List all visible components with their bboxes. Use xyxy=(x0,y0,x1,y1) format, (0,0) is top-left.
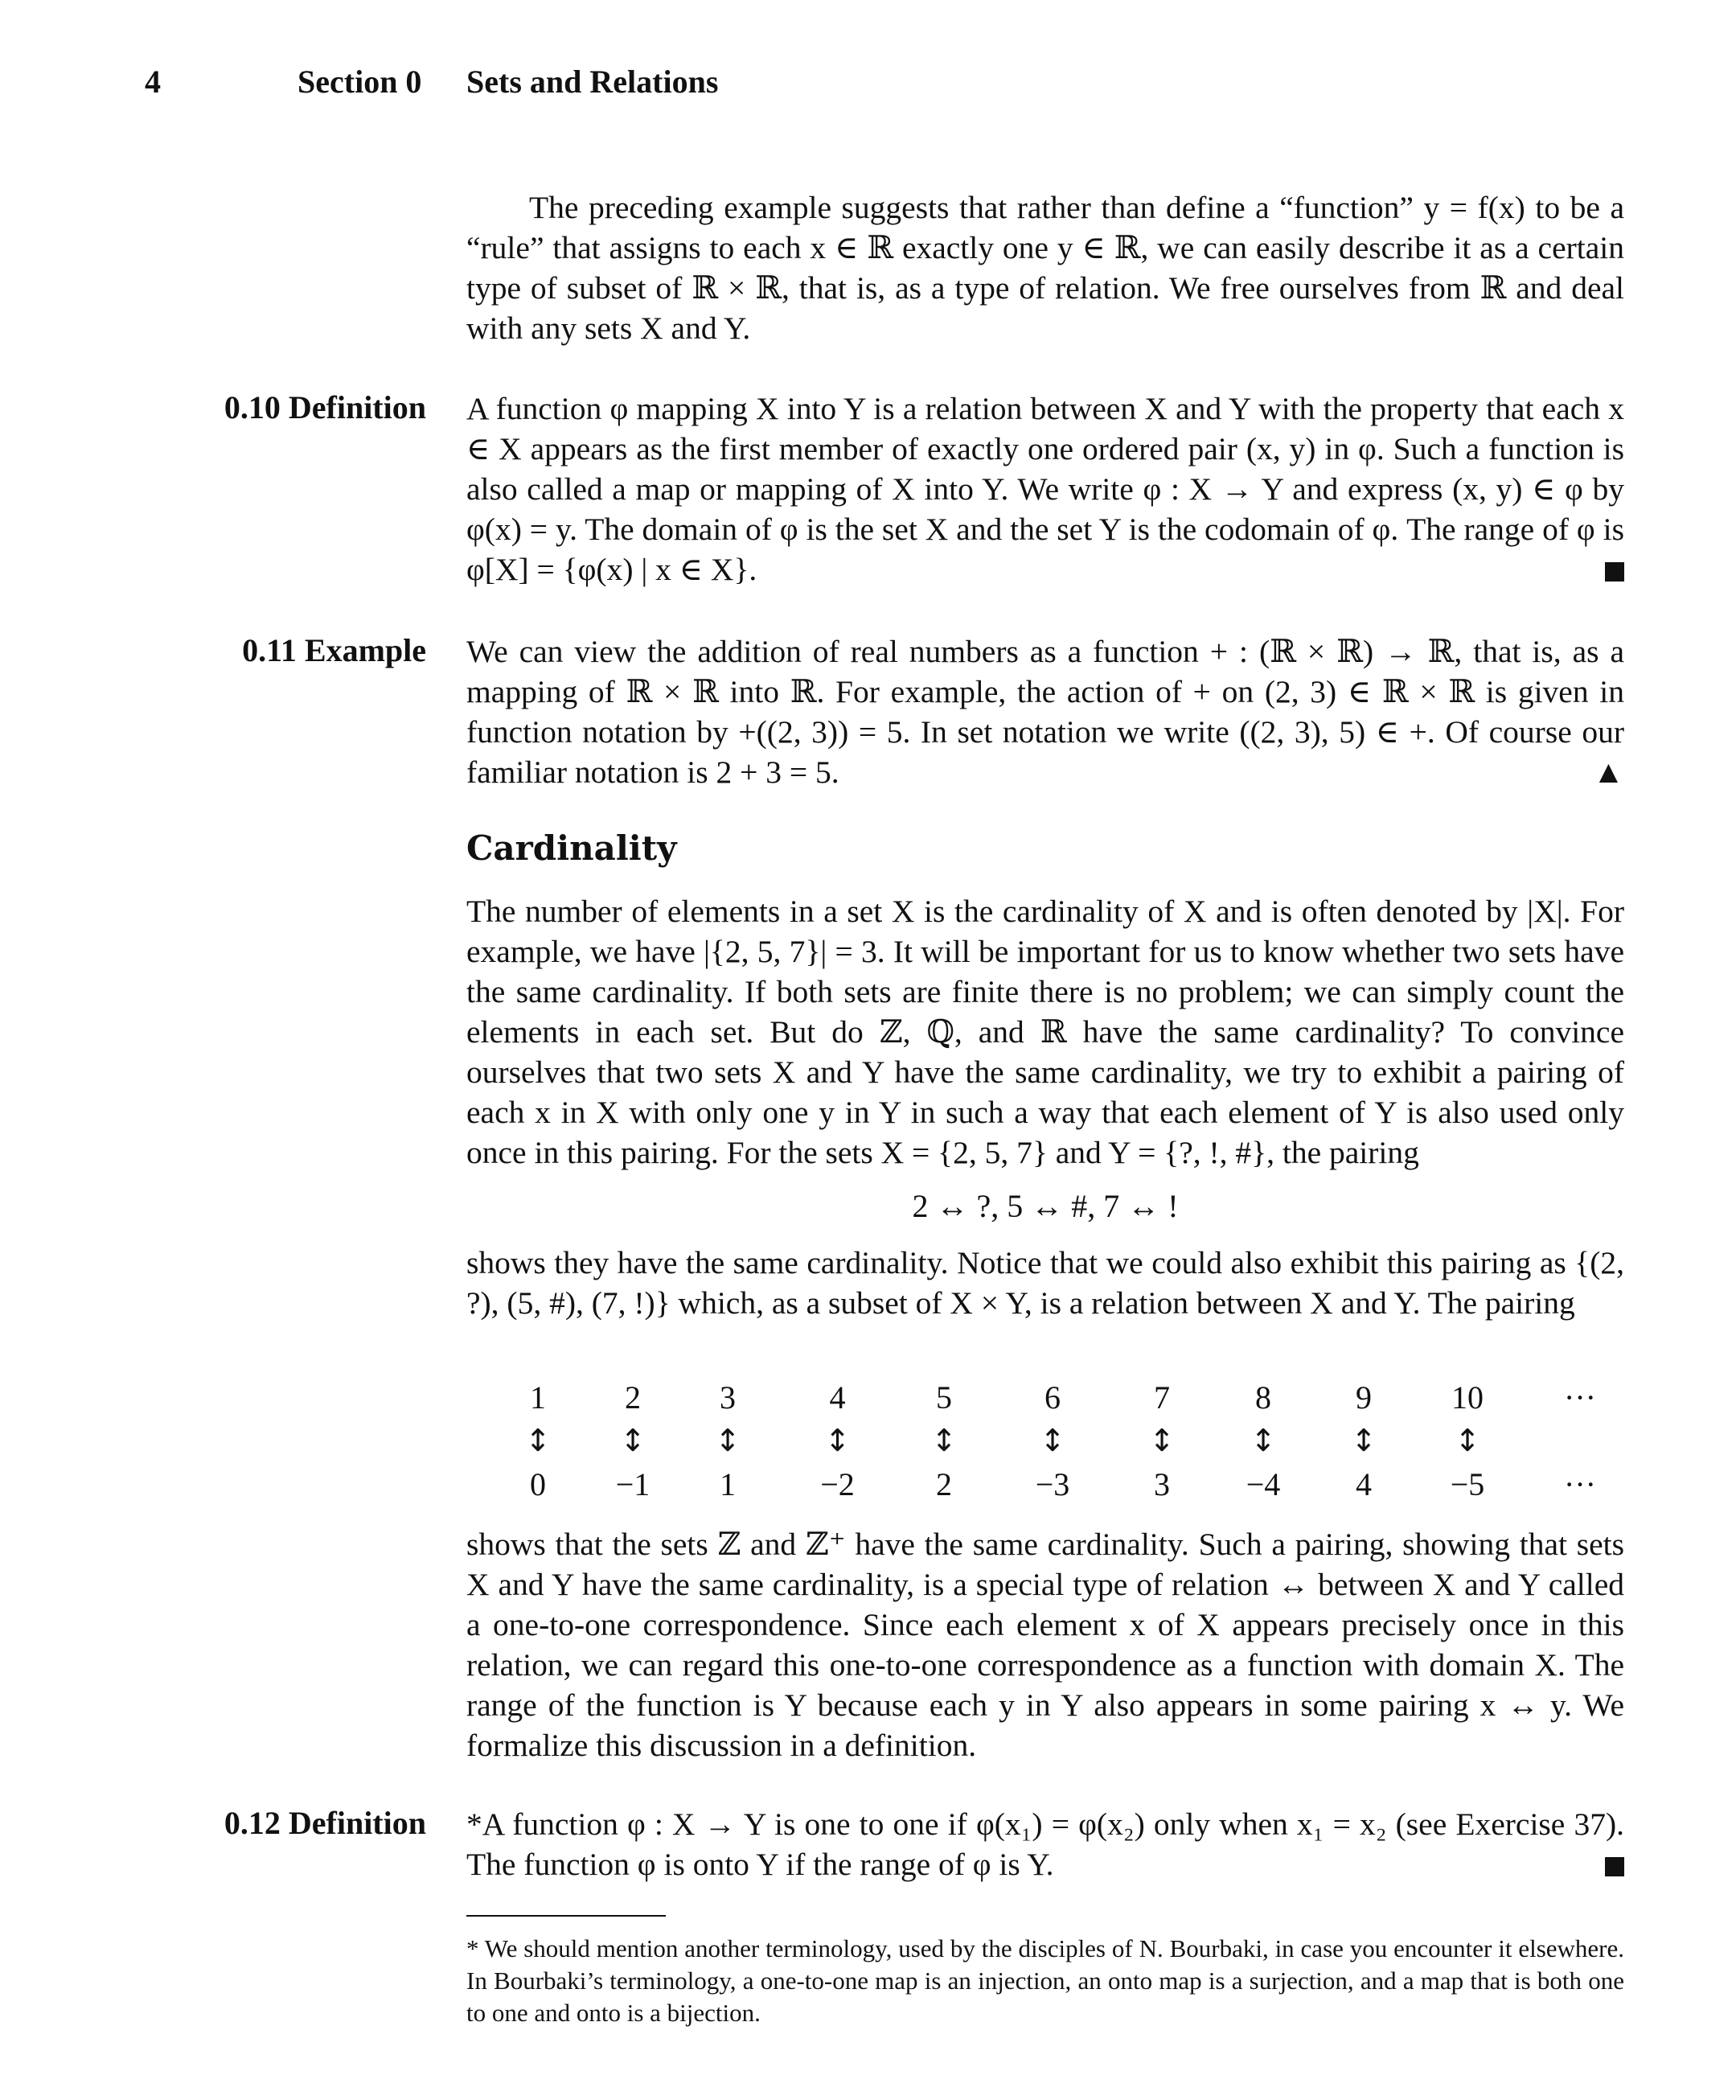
top-cell: 2 xyxy=(625,1379,641,1416)
top-cell: 7 xyxy=(1154,1379,1170,1416)
definition-0-10-text: A function φ mapping X into Y is a relation between X and Y with the property that each x ∈ X appears as the first member of exactly one ordered pair (x, y) in φ. Such a function is also called a map or mapping of X into Y. We write φ : X → Y and express (x, y) ∈ φ by φ(x) = y. The domain of φ is the set X and the set Y is the codomain of φ. The range of φ is φ[X] = {φ(x) | x ∈ X}. xyxy=(466,391,1624,587)
top-cell: 8 xyxy=(1255,1379,1271,1416)
top-cell: 3 xyxy=(720,1379,736,1416)
correspondence-table xyxy=(490,1375,1633,1506)
bottom-cell: 0 xyxy=(530,1465,546,1502)
intro-paragraph xyxy=(466,187,1624,348)
updown-arrow-icon: ↕ xyxy=(1351,1423,1377,1458)
updown-arrow-icon: ↕ xyxy=(1250,1423,1276,1458)
example-0-11-label: 0.11 Example xyxy=(242,632,426,668)
intro-text: The preceding example suggests that rather than define a “function” y = f(x) to be a “rule” that assigns to each x ∈ ℝ exactly one y ∈ ℝ, we can easily describe it as a certain type of subset of ℝ × ℝ, that is, as a type of relation. We free ourselves from ℝ and deal with any sets X and Y. xyxy=(466,190,1624,346)
top-cell: ··· xyxy=(1564,1379,1596,1416)
updown-arrow-icon: ↕ xyxy=(525,1423,551,1458)
end-of-example-icon: ▲ xyxy=(1592,754,1624,790)
definition-0-10-label: 0.10 Definition xyxy=(224,389,426,425)
end-of-definition-icon xyxy=(1605,1844,1624,1884)
top-cell: 10 xyxy=(1451,1379,1484,1416)
definition-0-10 xyxy=(466,388,1624,590)
cardinality-text-1: The number of elements in a set X is the cardinality of X and is often denoted by |X|. For example, we have |{2, 5, 7}| = 3. It will be important for us to know whether two sets have the same cardinality. If both sets are finite there is no problem; we can simply count the elements in each set. But do ℤ, ℚ, and ℝ have the same cardinality? To convince ourselves that two sets X and Y have the same cardinality, we try to exhibit a pairing of each x in X with only one y in Y in such a way that each element of Y is also used only once in this pairing. For the sets X = {2, 5, 7} and Y = {?, !, #}, the pairing xyxy=(466,894,1624,1170)
section-label: Section 0 xyxy=(298,64,422,100)
cardinality-paragraph-1 xyxy=(466,891,1624,1173)
correspondence-top-row xyxy=(490,1375,1633,1419)
updown-arrow-icon: ↕ xyxy=(715,1423,741,1458)
correspondence-arrow-row xyxy=(490,1419,1633,1462)
definition-0-12-text: *A function φ : X → Y is one to one if φ(x₁) = φ(x₂) only when x₁ = x₂ (see Exercise 37). The function φ is onto Y if the range of φ is Y. xyxy=(466,1806,1624,1882)
definition-0-12 xyxy=(466,1804,1624,1884)
bottom-cell: −1 xyxy=(615,1465,650,1502)
updown-arrow-icon: ↕ xyxy=(1040,1423,1065,1458)
example-0-11-text: We can view the addition of real numbers as a function + : (ℝ × ℝ) → ℝ, that is, as a mapping of ℝ × ℝ into ℝ. For example, the action of + on (2, 3) ∈ ℝ × ℝ is given in function notation by +((2, 3)) = 5. In set notation we write ((2, 3), 5) ∈ +. Of course our familiar notation is 2 + 3 = 5. xyxy=(466,634,1624,790)
bottom-cell: ··· xyxy=(1564,1465,1596,1502)
footnote-rule xyxy=(466,1915,666,1917)
top-cell: 5 xyxy=(936,1379,952,1416)
updown-arrow-icon: ↕ xyxy=(931,1423,957,1458)
example-0-11 xyxy=(466,631,1624,792)
bottom-cell: −2 xyxy=(820,1465,855,1502)
top-cell: 9 xyxy=(1356,1379,1372,1416)
bottom-cell: −4 xyxy=(1246,1465,1281,1502)
definition-0-12-label: 0.12 Definition xyxy=(224,1805,426,1841)
cardinality-paragraph-3 xyxy=(466,1524,1624,1765)
updown-arrow-icon: ↕ xyxy=(824,1423,851,1458)
updown-arrow-icon: ↕ xyxy=(1455,1423,1480,1458)
cardinality-text-2: shows they have the same cardinality. Notice that we could also exhibit this pairing as {(2, ?), (5, #), (7, !)} which, as a subset of X × Y, is a relation between X and Y. The pairing xyxy=(466,1245,1624,1321)
top-cell: 1 xyxy=(530,1379,546,1416)
page-number: 4 xyxy=(145,64,161,100)
updown-arrow-icon: ↕ xyxy=(1149,1423,1175,1458)
bottom-cell: 1 xyxy=(720,1465,736,1502)
end-of-definition-icon xyxy=(1605,549,1624,590)
correspondence-bottom-row xyxy=(490,1462,1633,1506)
bottom-cell: 2 xyxy=(936,1465,952,1502)
cardinality-text-3: shows that the sets ℤ and ℤ⁺ have the same cardinality. Such a pairing, showing that sets X and Y have the same cardinality, is a special type of relation ↔ between X and Y called a one-to-one correspondence. Since each element x of X appears precisely once in this relation, we can regard this one-to-one correspondence as a function with domain X. The range of the function is Y because each y in Y also appears in some pairing x ↔ y. We formalize this discussion in a definition. xyxy=(466,1527,1624,1763)
top-cell: 6 xyxy=(1044,1379,1061,1416)
cardinality-paragraph-2 xyxy=(466,1243,1624,1323)
top-cell: 4 xyxy=(829,1379,846,1416)
bottom-cell: 4 xyxy=(1356,1465,1372,1502)
bottom-cell: 3 xyxy=(1154,1465,1170,1502)
pairing-display: 2 ↔ ?, 5 ↔ #, 7 ↔ ! xyxy=(912,1188,1179,1224)
footnote: * We should mention another terminology, used by the disciples of N. Bourbaki, in case you encounter it elsewhere. In Bourbaki’s terminology, a one-to-one map is an injection, an onto map is a surjection, and a map that is both one to one and onto is a bijection. xyxy=(466,1934,1624,2027)
bottom-cell: −5 xyxy=(1450,1465,1485,1502)
section-title: Sets and Relations xyxy=(466,64,719,100)
subsection-heading: Cardinality xyxy=(466,828,677,868)
updown-arrow-icon: ↕ xyxy=(620,1423,646,1458)
bottom-cell: −3 xyxy=(1035,1465,1070,1502)
